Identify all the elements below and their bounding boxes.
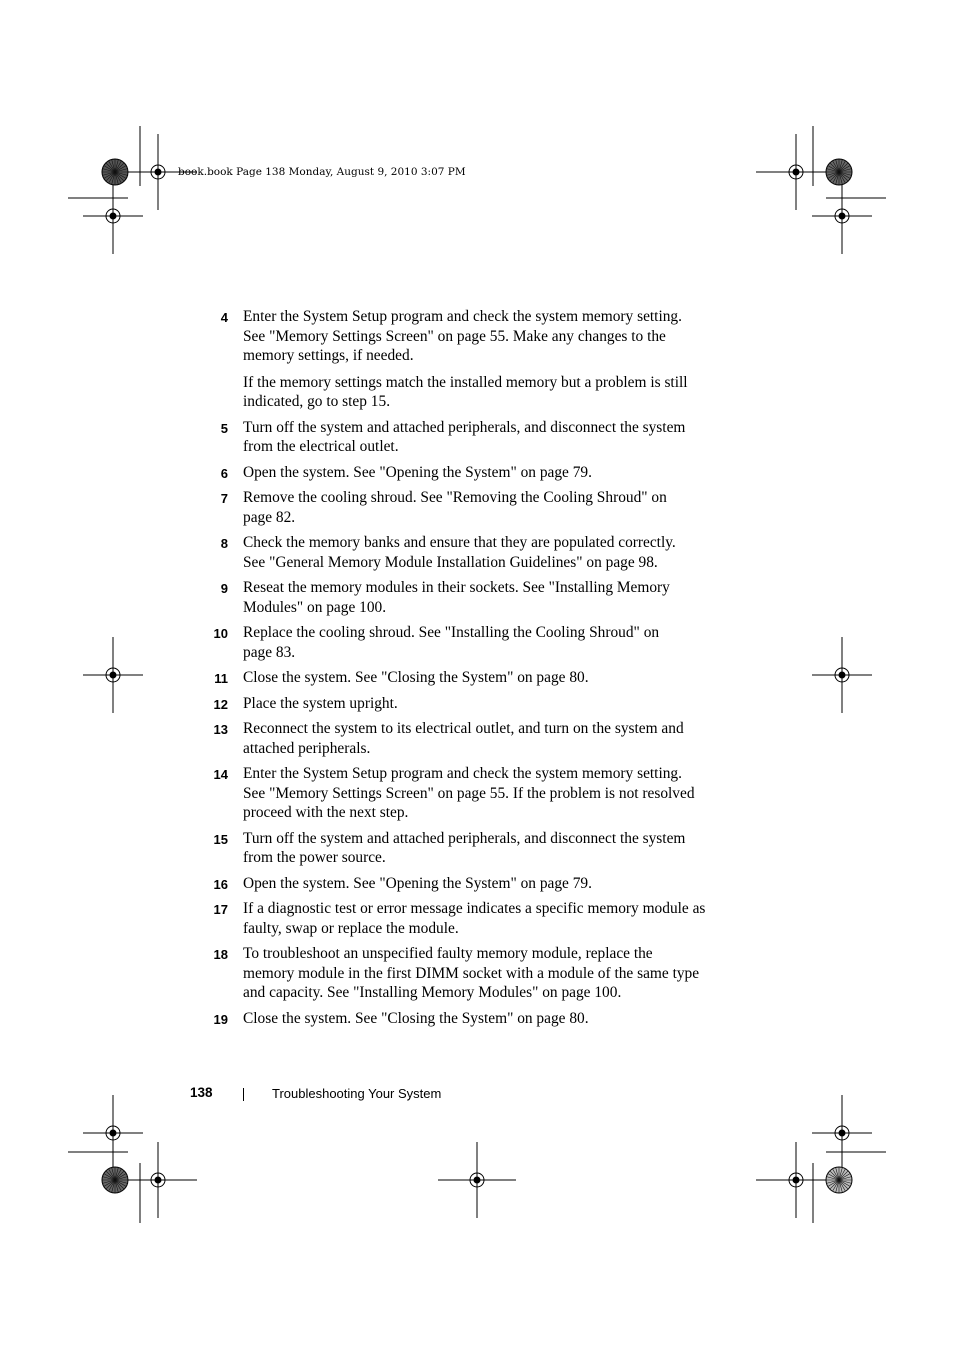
footer-section-title: Troubleshooting Your System xyxy=(272,1086,442,1101)
step-number: 18 xyxy=(213,947,228,962)
color-registration-wheel-icon xyxy=(102,1167,128,1193)
step-item xyxy=(200,874,740,894)
step-text: Check the memory banks and ensure that they are populated correctly. See "General Memory Module Installation Guidelines" on page 98. xyxy=(243,534,676,571)
registration-crosshair-icon xyxy=(83,178,143,254)
step-text: Open the system. See "Opening the System" on page 79. xyxy=(243,463,592,481)
color-registration-wheel-icon xyxy=(826,159,852,185)
step-number: 11 xyxy=(214,671,228,686)
step-text: Close the system. See "Closing the System" on page 80. xyxy=(243,669,589,686)
registration-crosshair-icon xyxy=(83,1095,143,1171)
step-text: If a diagnostic test or error message indicates a specific memory module as faulty, swap or replace the module. xyxy=(243,900,706,937)
step-number: 4 xyxy=(220,310,228,325)
color-registration-wheel-icon xyxy=(102,159,128,185)
registration-crosshair-icon xyxy=(812,178,872,254)
footer-divider xyxy=(243,1088,244,1101)
step-item xyxy=(200,578,740,617)
step-item xyxy=(200,829,740,868)
step-item xyxy=(200,719,740,758)
step-number: 15 xyxy=(213,831,228,847)
step-item xyxy=(200,694,740,714)
step-item xyxy=(200,764,740,823)
step-item xyxy=(200,488,740,527)
step-text: Reseat the memory modules in their sockets. See "Installing Memory Modules" on page 100. xyxy=(243,579,670,616)
step-item xyxy=(200,307,740,412)
registration-crosshair-icon xyxy=(128,1142,188,1218)
step-text: To troubleshoot an unspecified faulty memory module, replace the memory module in the first DIMM socket with a module of the same type and capacity. See "Installing Memory Modules" on page 100. xyxy=(243,945,700,1001)
procedure-steps-list xyxy=(200,307,740,1034)
step-text: Close the system. See "Closing the System" on page 80. xyxy=(243,1009,589,1027)
step-text: Enter the System Setup program and check the system memory setting. See "Memory Settings Screen" on page 55. If the problem is not resolved proceed with the next step. xyxy=(243,765,695,821)
registration-crosshair-icon xyxy=(812,1095,872,1171)
print-header-stamp: book.book Page 138 Monday, August 9, 2010 3:07 PM xyxy=(178,166,466,178)
registration-crosshair-icon xyxy=(766,134,826,210)
step-item xyxy=(200,1009,740,1029)
step-number: 10 xyxy=(213,626,228,641)
step-number: 14 xyxy=(213,767,228,782)
step-number: 17 xyxy=(213,902,228,917)
page-number: 138 xyxy=(190,1085,213,1100)
step-item xyxy=(200,899,740,938)
step-text: Replace the cooling shroud. See "Installing the Cooling Shroud" on page 83. xyxy=(243,624,660,661)
step-text: Place the system upright. xyxy=(243,694,398,712)
step-item xyxy=(200,623,740,662)
step-number: 8 xyxy=(220,536,228,551)
step-number: 7 xyxy=(220,491,228,506)
step-text: Remove the cooling shroud. See "Removing the Cooling Shroud" on page 82. xyxy=(243,489,667,526)
step-number: 16 xyxy=(213,876,228,892)
page-footer xyxy=(0,1085,954,1105)
step-item xyxy=(200,533,740,572)
registration-crosshair-icon xyxy=(812,637,872,713)
step-number: 5 xyxy=(220,420,228,436)
registration-crosshair-icon xyxy=(447,1142,507,1218)
step-item xyxy=(200,944,740,1003)
step-text: Turn off the system and attached peripherals, and disconnect the system from the electrical outlet. xyxy=(243,418,686,455)
registration-crosshair-icon xyxy=(83,637,143,713)
step-text: Open the system. See "Opening the System" on page 79. xyxy=(243,874,592,892)
step-item xyxy=(200,418,740,457)
step-number: 12 xyxy=(213,696,228,712)
step-text: Turn off the system and attached peripherals, and disconnect the system from the power source. xyxy=(243,829,686,866)
step-number: 9 xyxy=(220,581,228,596)
step-item xyxy=(200,668,740,688)
registration-crosshair-icon xyxy=(766,1142,826,1218)
step-number: 6 xyxy=(220,465,228,481)
step-number: 13 xyxy=(213,722,228,737)
step-text: Reconnect the system to its electrical outlet, and turn on the system and attached peripherals. xyxy=(243,720,684,757)
step-note: If the memory settings match the installed memory but a problem is still indicated, go to step 15. xyxy=(243,373,688,410)
step-number: 19 xyxy=(213,1011,228,1027)
step-text: Enter the System Setup program and check the system memory setting. See "Memory Settings Screen" on page 55. Make any changes to the memory settings, if needed. xyxy=(243,308,682,364)
step-item xyxy=(200,463,740,483)
color-registration-wheel-icon xyxy=(826,1167,852,1193)
